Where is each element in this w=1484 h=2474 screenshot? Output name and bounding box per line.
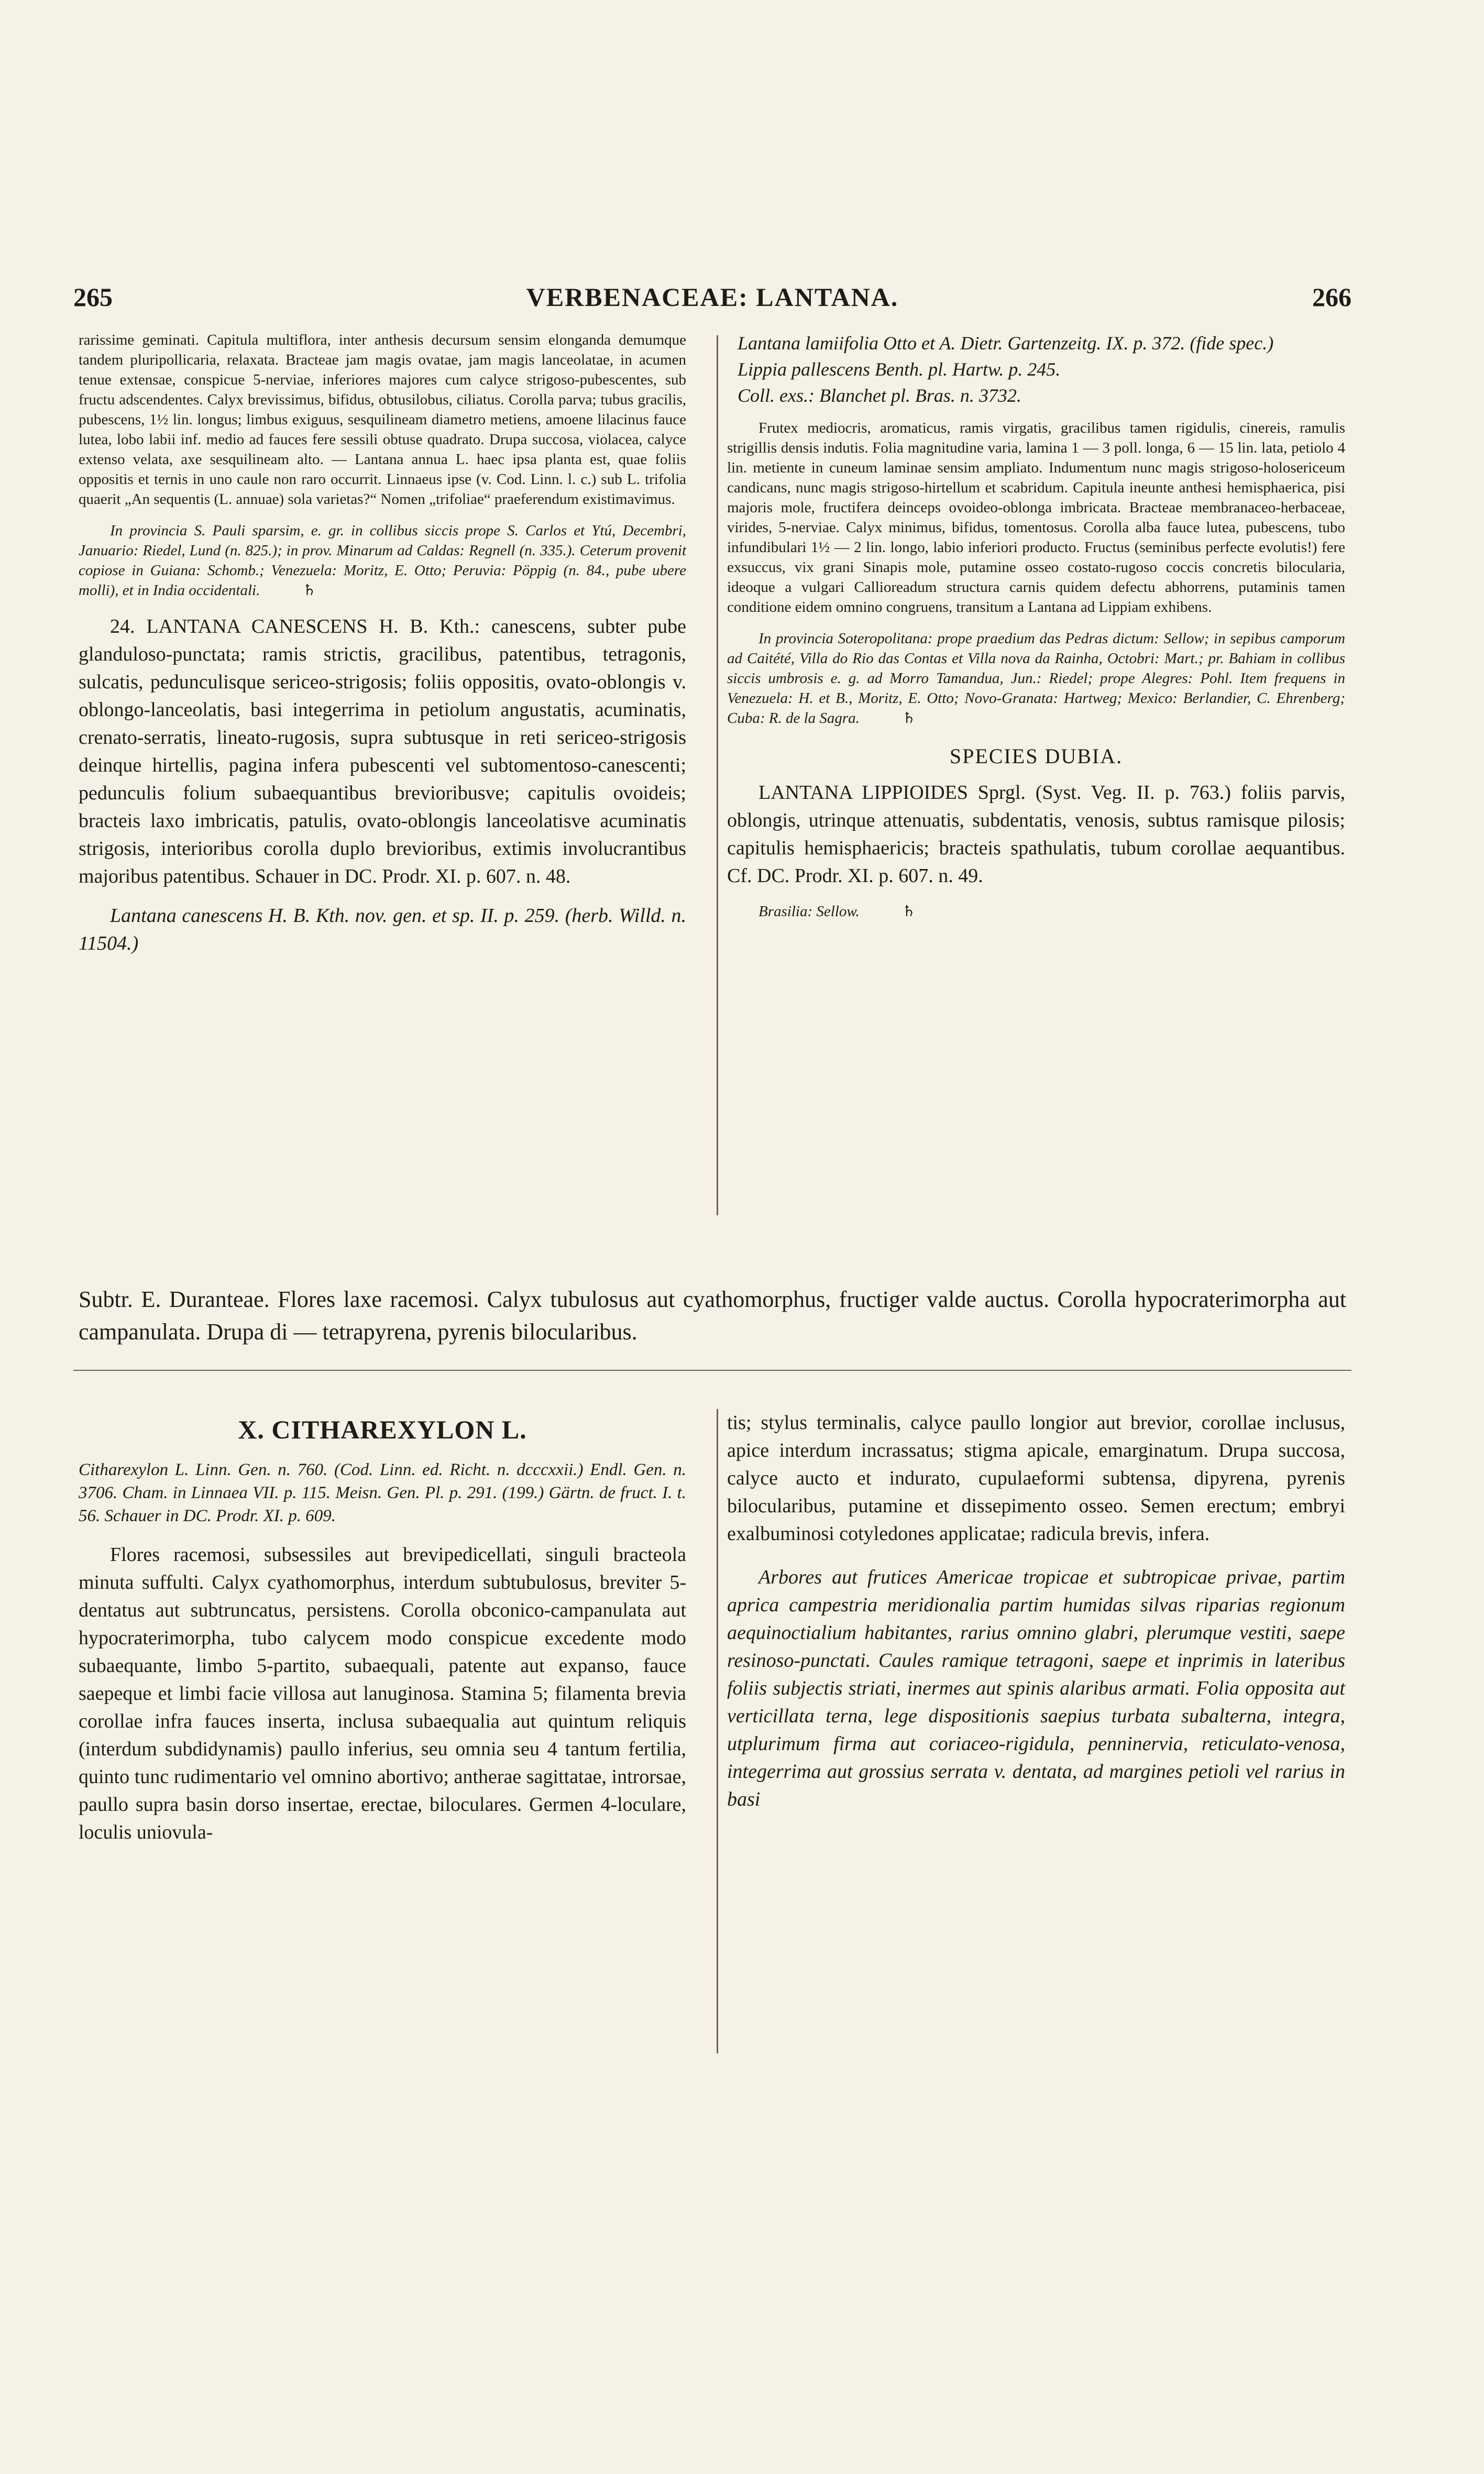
page-number-left: 265 <box>73 282 113 312</box>
shrub-symbol: ♄ <box>302 582 316 599</box>
genus-left-column <box>79 1414 686 1858</box>
page-number-right: 266 <box>1312 282 1351 312</box>
paragraph-distribution <box>79 521 686 600</box>
species-dubia-heading: SPECIES DUBIA. <box>949 744 1123 768</box>
genus-description-continued: tis; stylus terminalis, calyce paullo longior aut brevior, corollae inclusus, apice interdum incrassatus; stigma apicale, emarginatum. Drupa succosa, calyce aucto et indurato, cupulaeformi subtensa, dipyrena, pyrenis bilocularibus, putamine et dissepimento osseo. Semen erectum; embryi exalbuminosi cotyledones applicatae; radicula brevis, infera. <box>727 1412 1345 1545</box>
paragraph-frutex: Frutex mediocris, aromaticus, ramis virgatis, gracilibus tamen rigidulis, cinereis, ramulis strigillis densis indutis. Folia magnitudine varia, lamina 1 — 3 poll. longa, 6 — 15 lin. lata, petiolo 4 lin. metiente in cuneum laminae sensim ampliato. Indumentum nunc magis strigoso-holosericeum candicans, nunc magis strigoso-hirtellum et scabridum. Capitula ineunte anthesi hemisphaerica, pisi majoris mole, fructifera deinceps ovoideo-oblonga imbricata. Bracteae membranaceo-herbaceae, virides, 5-nerviae. Calyx minimus, bifidus, tomentosus. Corolla alba fauce lutea, pubescens, tubo infundibulari 1½ — 2 lin. longo, labio inferiori producto. Fructus (seminibus perfecte evolutis!) fere exsuccus, vix grani Sinapis mole, putamine osseo costato-rugoso coccis concretis bilocularia, ideoque a vulgari Callioreadum structura carnis quidem defectu abhorrens, putaminis tamen conditione eidem omnino congruens, transitum a Lantana ad Lippiam exhibens. <box>727 420 1345 615</box>
paragraph-capitula: rarissime geminati. Capitula multiflora, inter anthesis decursum sensim elonganda demumque tandem pluripollicaria, relaxata. Bracteae jam magis ovatae, jam magis lanceolatae, in acumen tenue extensae, conspicue 5-nerviae, inferiores majores cum calyce strigoso-pubescentes, sub fructu adscendentes. Calyx brevissimus, bifidus, obtusilobus, ciliatus. Corolla parva; tubus gracilis, pubescens, 1½ lin. longus; limbus exiguus, sesquilineam diametro metiens, amoene lilacinus fauce lutea, lobo labii inf. medio ad fauces fere sessili obtuse quadrato. Drupa succosa, violacea, calyce extenso velata, axe sesquilineam alto. — Lantana annua L. haec ipsa planta est, quae foliis oppositis et ternis in uno caule non raro occurrit. Linnaeus ipse (v. Cod. Linn. l. c.) sub L. trifolia quaerit „An sequentis (L. annuae) sola varietas?“ Nomen „trifoliae“ praeferendum existimavimus. <box>79 332 686 508</box>
locality-text: Brasilia: Sellow. <box>759 903 860 920</box>
section-rule <box>73 1370 1351 1371</box>
synonym-lippia-pallescens: Lippia pallescens Benth. pl. Hartw. p. 245. <box>738 359 1061 380</box>
left-column-upper <box>79 330 686 969</box>
species-24-synonym: Lantana canescens H. B. Kth. nov. gen. et sp. II. p. 259. (herb. Willd. n. 11504.) <box>79 905 686 954</box>
paragraph-distribution-right <box>727 629 1345 728</box>
running-title: VERBENACEAE: LANTANA. <box>526 282 899 312</box>
lantana-lippioides-locality <box>727 901 1345 921</box>
column-divider-lower <box>717 1409 718 2053</box>
genus-heading: X. CITHAREXYLON L. <box>238 1415 527 1444</box>
shrub-symbol: ♄ <box>902 903 916 920</box>
distribution-text: In provincia S. Pauli sparsim, e. gr. in collibus siccis prope S. Carlos et Ytú, Decembri, Januario: Riedel, Lund (n. 825.); in prov. Minarum ad Caldas: Regnell (n. 335.). Ceterum provenit copiose in Guiana: Schomb.; Venezuela: Moritz, E. Otto; Peruvia: Pöppig (n. 84., pube ubere molli), et in India occidentali. <box>79 522 686 599</box>
collection-exsiccata: Coll. exs.: Blanchet pl. Bras. n. 3732. <box>738 385 1021 406</box>
genus-description: Flores racemosi, subsessiles aut brevipedicellati, singuli bracteola minuta suffulti. Calyx cyathomorphus, interdum subtubulosus, breviter 5-dentatus aut subtruncatus, persistens. Corolla obconico-campanulata aut hypocraterimorpha, tubo calycem modo conspicue excedente modo subaequante, limbo 5-partito, subaequali, patente aut expanso, fauce saepeque et limbi facie villosa aut lanuginosa. Stamina 5; filamenta brevia corollae infra fauces inserta, inclusa subaequalia aut quintum reliquis (interdum subdidynamis) paullo inferius, seu omnia seu 4 tantum fertilia, quinto tunc rudimentario vel omnino abortivo; antherae sagittatae, introrsae, paullo supra basin dorso insertae, erectae, biloculares. Germen 4-loculare, loculis uniovula- <box>79 1544 686 1843</box>
lantana-lippioides-description: LANTANA LIPPIOIDES Sprgl. (Syst. Veg. II. p. 763.) foliis parvis, oblongis, utrinque attenuatis, subdentatis, venosis, subtus ramisque pilosis; capitulis hemisphaericis; bracteis spathulatis, tubum corollae aequantibus. Cf. DC. Prodr. XI. p. 607. n. 49. <box>727 782 1345 887</box>
column-divider-upper <box>717 335 718 1215</box>
synonym-lamiifolia: Lantana lamiifolia Otto et A. Dietr. Gartenzeitg. IX. p. 372. (fide spec.) <box>738 333 1274 354</box>
right-column-upper <box>727 330 1345 933</box>
running-header <box>73 282 1351 324</box>
genus-habit: Arbores aut frutices Americae tropicae et subtropicae privae, partim aprica campestria meridionalia partim humidas silvas riparias regionum aequinoctialium habitantes, rarius omnino glabri, plerumque vestiti, saepe resinoso-punctati. Caules ramique tetragoni, saepe et inprimis in lateribus foliis subjectis striati, inermes aut spinis alaribus armati. Folia opposita aut verticillata terna, lege dispositionis saepius turbata subalterna, integra, utplurimum firma aut coriaceo-rigidula, penninervia, reticulato-venosa, integerrima aut grossius serrata v. dentata, ad margines petioli vel rarius in basi <box>727 1566 1345 1810</box>
distribution-text-right: In provincia Soteropolitana: prope praedium das Pedras dictum: Sellow; in sepibus camporum ad Caitété, Villa do Rio das Contas et Villa nova da Rainha, Octobri: Mart.; pr. Bahiam in collibus siccis umbrosis e. g. ad Morro Tamandua, Jun.: Riedel; prope Alegres: Pohl. Item frequens in Venezuela: H. et B., Moritz, E. Otto; Novo-Granata: Hartweg; Mexico: Berlandier, C. Ehrenberg; Cuba: R. de la Sagra. <box>727 630 1345 727</box>
species-24-description: 24. LANTANA CANESCENS H. B. Kth.: canescens, subter pube glanduloso-punctata; ramis strictis, gracilibus, patentibus, tetragonis, sulcatis, pedunculisque sericeo-strigosis; foliis oppositis, ovato-oblongis v. oblongo-lanceolatis, basi integerrima in petiolum angustatis, acuminatis, crenato-serratis, lineato-rugosis, supra subtusque in reti sericeo-strigosis deinque hirtellis, pagina infera pubescenti vel subtomentoso-canescenti; pedunculis folium subaequantibus brevioribusve; capitulis ovoideis; bracteis laxo imbricatis, patulis, ovato-oblongis lanceolatisve acuminatis strigosis, interioribus corolla duplo brevioribus, extimis involucrantibus majoribus patentibus. Schauer in DC. Prodr. XI. p. 607. n. 48. <box>79 615 686 887</box>
genus-references: Citharexylon L. Linn. Gen. n. 760. (Cod. Linn. ed. Richt. n. dcccxxii.) Endl. Gen. n. 3706. Cham. in Linnaea VII. p. 115. Meisn. Gen. Pl. p. 291. (199.) Gärtn. de fruct. I. t. 56. Schauer in DC. Prodr. XI. p. 609. <box>79 1460 686 1525</box>
subtribe-duranteae: Subtr. E. Duranteae. Flores laxe racemosi. Calyx tubulosus aut cyathomorphus, fructiger valde auctus. Corolla hypocraterimorpha aut campanulata. Drupa di — tetrapyrena, pyrenis bilocularibus. <box>79 1287 1346 1345</box>
shrub-symbol: ♄ <box>902 710 916 727</box>
genus-right-column <box>727 1409 1345 1825</box>
